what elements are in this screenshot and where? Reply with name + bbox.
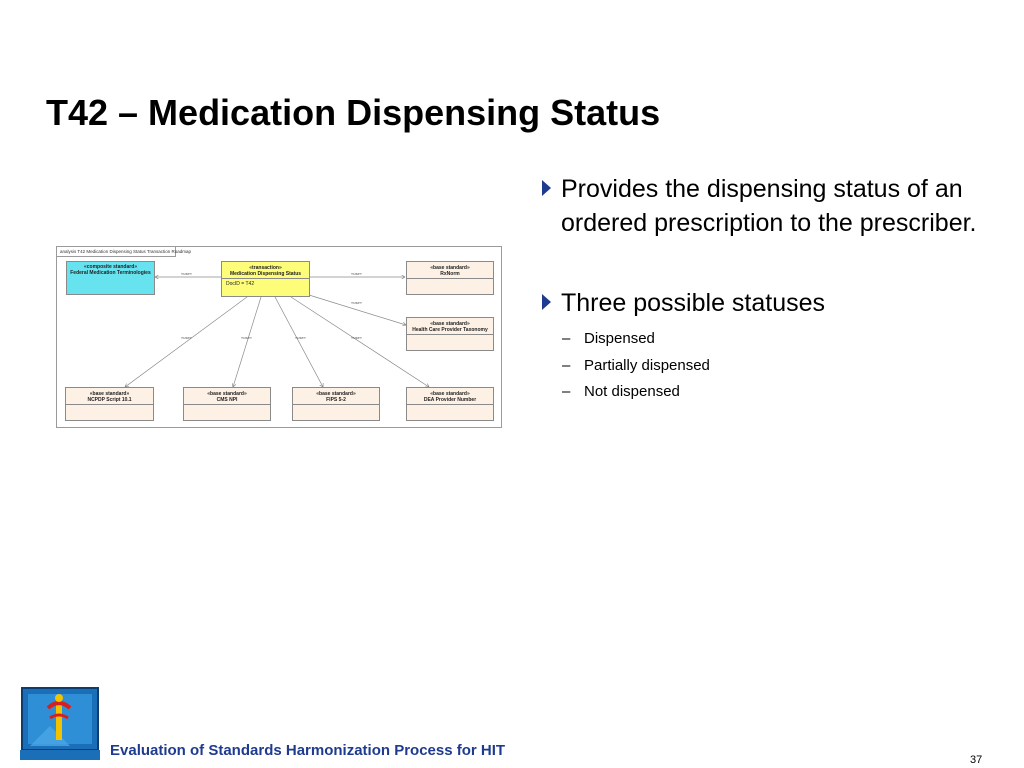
sub-bullet-item: – Dispensed bbox=[562, 326, 982, 353]
computer-caduceus-icon bbox=[20, 686, 100, 762]
dependency-label: «use» bbox=[181, 271, 192, 276]
base-standard-node bbox=[406, 261, 494, 295]
dependency-label: «use» bbox=[351, 300, 362, 305]
sub-bullet-item: – Partially dispensed bbox=[562, 353, 982, 380]
sub-bullet-text: Not dispensed bbox=[584, 383, 680, 400]
bullet-text: Provides the dispensing status of an ordered prescription to the prescriber. bbox=[561, 175, 977, 237]
node-name: RxNorm bbox=[440, 271, 460, 277]
page-number: 37 bbox=[970, 754, 983, 766]
arrow-to-fips bbox=[275, 297, 323, 387]
dependency-label: «use» bbox=[241, 335, 252, 340]
sub-bullet-list bbox=[562, 326, 982, 406]
dependency-label: «use» bbox=[351, 335, 362, 340]
sub-bullet-text: Partially dispensed bbox=[584, 356, 710, 374]
sub-bullet-item: – Not dispensed bbox=[562, 379, 982, 406]
bullet-list bbox=[542, 172, 982, 406]
bullet-item bbox=[542, 286, 982, 320]
node-name: DEA Provider Number bbox=[423, 397, 477, 403]
node-name: Medication Dispensing Status bbox=[229, 271, 302, 277]
node-stereotype: «transaction» bbox=[249, 265, 282, 271]
node-stereotype: «base standard» bbox=[89, 391, 130, 397]
diagram-frame-label: analysis T42 Medication Dispensing Status Transaction Roadmap bbox=[57, 247, 176, 257]
node-attribute: DocID = T42 bbox=[226, 281, 255, 287]
node-stereotype: «base standard» bbox=[430, 321, 470, 327]
node-stereotype: «base standard» bbox=[316, 391, 356, 397]
node-stereotype: «base standard» bbox=[430, 391, 470, 397]
node-name: Federal Medication Terminologies bbox=[70, 270, 151, 276]
node-name: FIPS 5-2 bbox=[326, 397, 346, 403]
base-standard-node bbox=[292, 387, 380, 421]
node-name: Health Care Provider Taxonomy bbox=[412, 327, 488, 333]
slide-title: T42 – Medication Dispensing Status bbox=[46, 92, 661, 133]
node-header bbox=[222, 262, 309, 279]
node-header bbox=[407, 262, 493, 279]
node-stereotype: «base standard» bbox=[207, 391, 247, 397]
node-header bbox=[66, 388, 153, 405]
bullet-item bbox=[542, 172, 982, 240]
node-name: CMS NPI bbox=[216, 397, 238, 403]
node-header bbox=[407, 388, 493, 405]
bullet-arrow-icon bbox=[542, 294, 551, 310]
footer-text: Evaluation of Standards Harmonization Process for HIT bbox=[110, 742, 506, 759]
node-header bbox=[407, 318, 493, 335]
dependency-label: «use» bbox=[181, 335, 192, 340]
node-stereotype: «composite standard» bbox=[83, 264, 138, 270]
base-standard-node bbox=[406, 387, 494, 421]
node-header bbox=[184, 388, 270, 405]
arrow-to-cms-npi bbox=[233, 297, 261, 387]
dependency-label: «use» bbox=[295, 335, 306, 340]
sub-bullet-text: Dispensed bbox=[584, 330, 655, 347]
bullet-arrow-icon bbox=[542, 180, 551, 196]
base-standard-node bbox=[183, 387, 271, 421]
base-standard-node bbox=[406, 317, 494, 351]
arrow-to-ncpdp bbox=[125, 297, 247, 387]
base-standard-node bbox=[65, 387, 154, 421]
transaction-node bbox=[221, 261, 310, 297]
node-name: NCPDP Script 10.1 bbox=[87, 397, 132, 403]
node-stereotype: «base standard» bbox=[430, 265, 470, 271]
bullet-text: Three possible statuses bbox=[561, 289, 826, 317]
composite-standard-node bbox=[66, 261, 155, 295]
uml-roadmap-diagram bbox=[56, 246, 502, 428]
dependency-label: «use» bbox=[351, 271, 362, 276]
node-header bbox=[293, 388, 379, 405]
